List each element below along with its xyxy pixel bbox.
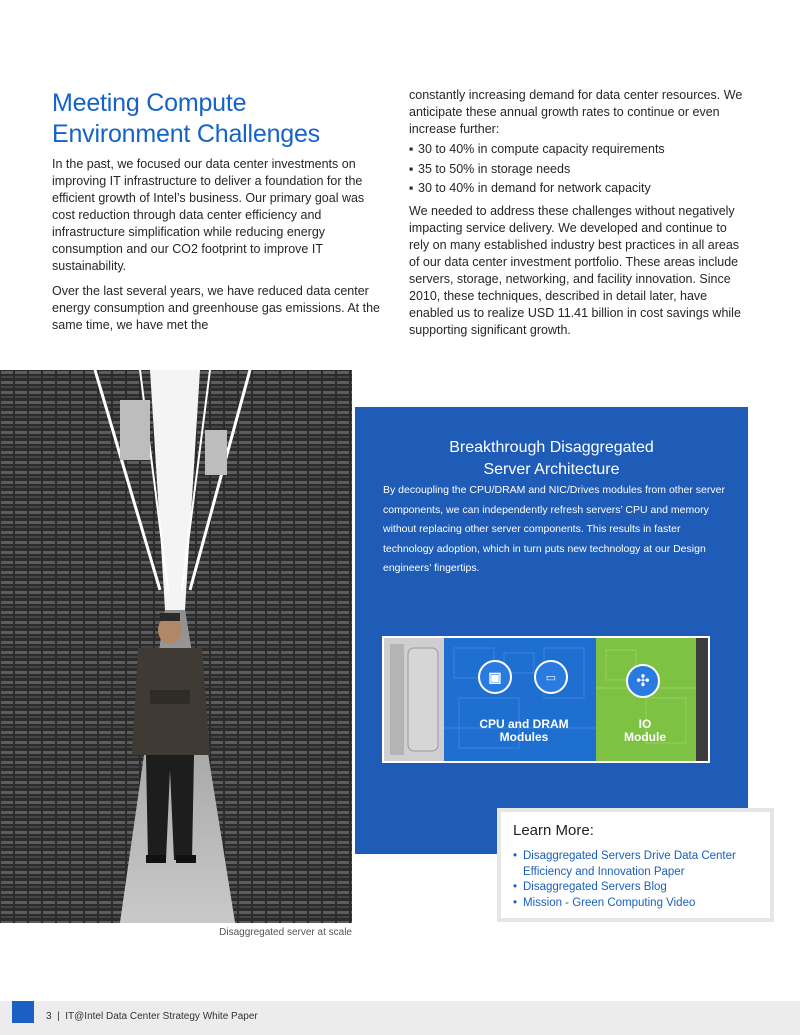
practices-paragraph: We needed to address these challenges without negatively impacting service delivery. We developed and continue to rely on many established industry best practices in all areas of our data center investment portfolio. These areas include servers, storage, networking, and facility innovation. Since 2010, these techniques, described in detail later, have enabled us to realize USD 11.41 billion in cost savings while supporting significant growth. [409, 203, 741, 337]
server-module-diagram [382, 636, 710, 763]
learn-more-links [513, 849, 758, 911]
intro-paragraph: In the past, we focused our data center investments on improving IT infrastructure to deliver a foundation for the efficient growth of Intel’s business. Our primary goal was cost reduction through data center efficiency and infrastructure simplification while reducing energy consumption and our CO2 footprint to improve IT sustainability. [52, 157, 365, 273]
callout-body: By decoupling the CPU/DRAM and NIC/Drives modules from other server components, we can independently refresh servers’ CPU and memory without replacing other server components. This results in faster technology adoption, which in turn puts new technology at our Design engineers’ fingertips. [383, 484, 725, 574]
list-item: ▪ 35 to 50% in storage needs [409, 161, 571, 176]
architecture-callout [355, 407, 748, 854]
photo-caption: Disaggregated server at scale [219, 927, 352, 938]
list-item: ▪ 30 to 40% in compute capacity requirements [409, 142, 665, 156]
io-module-label: IO Module [624, 717, 666, 744]
cpu-dram-module-label: CPU and DRAM Modules [479, 717, 569, 744]
link-disaggregated-blog[interactable]: • Disaggregated Servers Blog [513, 880, 758, 896]
learn-more-heading: Learn More: [513, 822, 594, 839]
fan-icon: ✣ [626, 664, 660, 698]
learn-more-box [497, 808, 774, 922]
page-footer [0, 1001, 800, 1035]
demand-paragraph: constantly increasing demand for data center resources. We anticipate these annual growth rates to continue or even increase further: [409, 88, 743, 136]
reduction-paragraph: Over the last several years, we have reduced data center energy consumption and greenhouse gas emissions. At the same time, we have met the [52, 284, 380, 332]
memory-stick-icon: ▭ [534, 660, 568, 694]
footer-text: 3 | IT@Intel Data Center Strategy White Paper [46, 1011, 258, 1022]
cpu-chip-icon: ▣ [478, 660, 512, 694]
link-green-computing-video[interactable]: • Mission - Green Computing Video [513, 896, 758, 912]
callout-title: Breakthrough Disaggregated Server Architecture [449, 439, 654, 478]
right-column [409, 87, 744, 339]
link-disaggregated-paper[interactable]: • Disaggregated Servers Drive Data Center Efficiency and Innovation Paper [513, 849, 758, 880]
page-title: Meeting Compute Environment Challenges [52, 89, 320, 148]
growth-rate-list [409, 140, 744, 199]
datacenter-photo [0, 370, 352, 923]
list-item: ▪ 30 to 40% in demand for network capacity [409, 181, 651, 195]
left-column [52, 156, 380, 334]
footer-accent-square [12, 1001, 34, 1023]
